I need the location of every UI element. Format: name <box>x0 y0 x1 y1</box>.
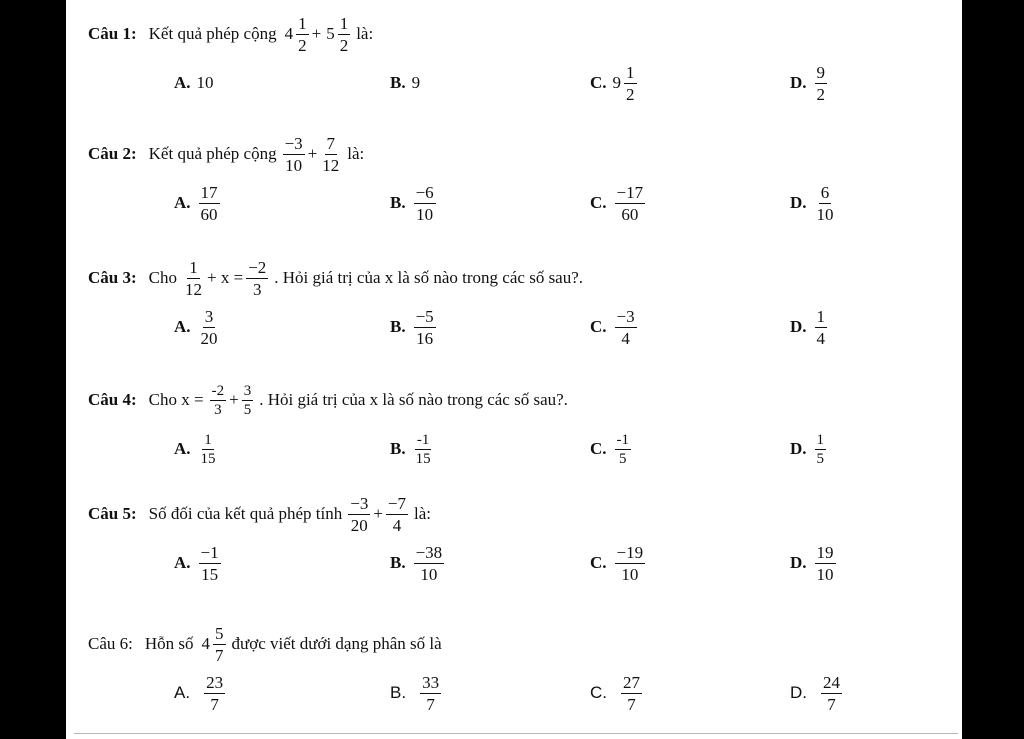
denominator: 5 <box>619 450 627 467</box>
denominator: 10 <box>416 204 434 224</box>
fraction <box>615 542 646 585</box>
numerator: 33 <box>422 672 440 692</box>
option-b[interactable] <box>390 178 438 228</box>
numerator: -1 <box>416 431 430 448</box>
option-letter: A. <box>174 317 191 336</box>
question-label: Câu 1: <box>88 24 137 43</box>
fraction <box>615 306 637 349</box>
fraction <box>414 542 445 585</box>
numerator: −7 <box>387 493 407 513</box>
numerator: 9 <box>816 62 826 82</box>
option-a[interactable] <box>174 424 220 474</box>
numerator: 1 <box>298 13 307 33</box>
stem-text: Kết quả phép cộng <box>148 24 277 43</box>
fraction <box>338 13 351 56</box>
fraction <box>242 382 254 419</box>
stem-text: . Hỏi giá trị của x là số nào trong các số sau?. <box>274 268 584 287</box>
option-letter: D. <box>790 317 807 336</box>
stem-text: . Hỏi giá trị của x là số nào trong các số sau?. <box>259 390 568 409</box>
numerator: -2 <box>211 382 225 399</box>
denominator: 2 <box>816 84 826 104</box>
numerator: 1 <box>626 62 635 82</box>
fraction <box>815 182 836 225</box>
question-1 <box>66 0 962 112</box>
option-letter: C. <box>590 553 607 572</box>
fraction <box>414 182 436 225</box>
fraction <box>386 493 408 536</box>
denominator: 10 <box>816 204 834 224</box>
fraction <box>420 672 441 715</box>
denominator: 3 <box>214 401 222 418</box>
numerator: −2 <box>248 257 267 277</box>
numerator: −3 <box>350 493 369 513</box>
fraction <box>204 672 225 715</box>
mixed-number <box>285 13 311 56</box>
option-value: 9 <box>411 73 421 92</box>
stem-text: Kết quả phép cộng <box>148 144 277 163</box>
denominator: 7 <box>426 694 435 714</box>
denominator: 60 <box>200 204 218 224</box>
option-letter: C. <box>590 683 607 702</box>
numerator: 3 <box>243 382 252 399</box>
question-5 <box>66 480 962 592</box>
option-a[interactable] <box>174 302 222 352</box>
fraction <box>348 493 370 536</box>
option-c[interactable] <box>590 302 639 352</box>
option-b[interactable] <box>390 58 420 108</box>
mixed-number <box>326 13 352 56</box>
denominator: 10 <box>621 564 639 584</box>
numerator: 3 <box>204 306 214 326</box>
question-label: Câu 5: <box>88 504 137 523</box>
fraction <box>624 62 637 105</box>
operator: + <box>373 504 383 523</box>
question-3 <box>66 244 962 356</box>
question-label: Câu 4: <box>88 390 137 409</box>
quiz-page <box>66 0 962 739</box>
fraction <box>320 133 341 176</box>
numerator: 1 <box>204 431 212 448</box>
question-6 <box>66 610 962 722</box>
denominator: 20 <box>350 515 368 535</box>
option-c[interactable] <box>590 178 647 228</box>
option-letter: D. <box>790 683 807 702</box>
fraction <box>414 431 433 468</box>
fraction <box>815 62 828 105</box>
fraction <box>815 431 827 468</box>
fraction <box>183 257 204 300</box>
numerator: 17 <box>200 182 218 202</box>
question-stem <box>88 490 435 538</box>
option-letter: B. <box>390 193 406 212</box>
option-b[interactable] <box>390 424 435 474</box>
option-letter: D. <box>790 73 807 92</box>
option-c[interactable] <box>590 538 647 588</box>
numerator: 1 <box>816 306 826 326</box>
operator: + <box>229 390 239 409</box>
denominator: 7 <box>627 694 636 714</box>
option-letter: B. <box>390 73 406 92</box>
numerator: 24 <box>823 672 840 692</box>
numerator: 19 <box>816 542 834 562</box>
question-label: Câu 6: <box>88 634 133 653</box>
option-letter: A. <box>174 73 191 92</box>
question-stem <box>88 620 446 668</box>
whole-part: 4 <box>284 24 294 43</box>
denominator: 7 <box>827 694 836 714</box>
numerator: −6 <box>415 182 434 202</box>
fraction <box>815 306 828 349</box>
operator: + <box>307 144 318 163</box>
fraction <box>821 672 842 715</box>
numerator: −3 <box>284 133 303 153</box>
option-a[interactable] <box>174 58 214 108</box>
denominator: 7 <box>215 645 224 665</box>
denominator: 15 <box>200 450 216 467</box>
denominator: 4 <box>816 328 826 348</box>
question-stem <box>88 254 587 302</box>
numerator: 7 <box>326 133 336 153</box>
denominator: 3 <box>252 279 262 299</box>
fraction <box>414 306 436 349</box>
numerator: −19 <box>616 542 644 562</box>
fraction <box>296 13 309 56</box>
numerator: −38 <box>415 542 443 562</box>
fraction <box>615 431 632 468</box>
option-letter: B. <box>390 317 406 336</box>
option-d[interactable] <box>790 302 829 352</box>
denominator: 16 <box>416 328 434 348</box>
numerator: 1 <box>189 257 198 277</box>
fraction <box>199 542 221 585</box>
option-letter: C. <box>590 73 607 92</box>
fraction <box>283 133 305 176</box>
option-a[interactable] <box>174 178 222 228</box>
option-c[interactable] <box>590 668 644 718</box>
stem-text: Cho <box>148 268 177 287</box>
question-2 <box>66 120 962 232</box>
option-b[interactable] <box>390 668 443 718</box>
numerator: 27 <box>623 672 640 692</box>
option-letter: A. <box>174 193 191 212</box>
stem-text: được viết dưới dạng phân số là <box>231 634 442 653</box>
question-stem <box>88 376 572 424</box>
option-value: 10 <box>196 73 214 92</box>
option-letter: C. <box>590 317 607 336</box>
stem-text: là: <box>347 144 365 163</box>
option-a[interactable] <box>174 538 223 588</box>
fraction <box>199 182 220 225</box>
denominator: 12 <box>322 155 340 175</box>
question-label: Câu 2: <box>88 144 137 163</box>
numerator: -1 <box>616 431 630 448</box>
option-letter: D. <box>790 553 807 572</box>
option-a[interactable] <box>174 668 227 718</box>
fraction <box>615 182 646 225</box>
mixed-number <box>613 62 639 105</box>
denominator: 4 <box>621 328 630 348</box>
denominator: 2 <box>339 35 349 55</box>
whole-part: 4 <box>201 634 211 653</box>
option-d[interactable] <box>790 178 838 228</box>
question-stem <box>88 10 377 58</box>
option-letter: A. <box>174 683 191 702</box>
option-c[interactable] <box>590 58 639 108</box>
option-letter: C. <box>590 439 607 458</box>
operator: + <box>311 24 322 43</box>
denominator: 7 <box>210 694 219 714</box>
denominator: 15 <box>201 564 219 584</box>
mixed-number <box>202 623 228 666</box>
operator: + x = <box>207 268 244 287</box>
denominator: 12 <box>185 279 202 299</box>
denominator: 5 <box>816 450 825 467</box>
stem-text: Cho x = <box>148 390 204 409</box>
option-letter: D. <box>790 439 807 458</box>
option-d[interactable] <box>790 538 838 588</box>
fraction <box>210 382 227 419</box>
stem-text: là: <box>414 504 432 523</box>
fraction <box>199 306 220 349</box>
numerator: 1 <box>816 431 825 448</box>
denominator: 10 <box>285 155 303 175</box>
whole-part: 5 <box>326 24 335 43</box>
denominator: 60 <box>621 204 639 224</box>
numerator: 23 <box>206 672 224 692</box>
option-letter: B. <box>390 683 407 702</box>
option-letter: B. <box>390 439 406 458</box>
option-d[interactable] <box>790 424 828 474</box>
denominator: 10 <box>816 564 834 584</box>
denominator: 15 <box>415 450 431 467</box>
option-d[interactable] <box>790 58 829 108</box>
denominator: 20 <box>200 328 218 348</box>
option-b[interactable] <box>390 538 446 588</box>
option-letter: B. <box>390 553 406 572</box>
denominator: 4 <box>392 515 402 535</box>
numerator: −17 <box>616 182 644 202</box>
denominator: 2 <box>626 84 635 104</box>
numerator: −5 <box>415 306 434 326</box>
fraction <box>199 431 218 468</box>
stem-text: Số đối của kết quả phép tính <box>148 504 343 523</box>
numerator: 5 <box>215 623 224 643</box>
option-c[interactable] <box>590 424 633 474</box>
page-bottom-rule <box>74 733 958 734</box>
option-letter: C. <box>590 193 607 212</box>
denominator: 2 <box>298 35 307 55</box>
fraction <box>246 257 268 300</box>
fraction <box>815 542 836 585</box>
fraction <box>621 672 642 715</box>
fraction <box>213 623 226 666</box>
numerator: 6 <box>820 182 830 202</box>
denominator: 5 <box>243 401 252 418</box>
question-4 <box>66 366 962 478</box>
numerator: −3 <box>616 306 635 326</box>
numerator: −1 <box>200 542 219 562</box>
stem-text: là: <box>356 24 374 43</box>
option-b[interactable] <box>390 302 438 352</box>
option-letter: A. <box>174 439 191 458</box>
option-d[interactable] <box>790 668 844 718</box>
denominator: 10 <box>420 564 438 584</box>
numerator: 1 <box>339 13 349 33</box>
whole-part: 9 <box>612 73 622 92</box>
question-label: Câu 3: <box>88 268 137 287</box>
stem-text: Hỗn số <box>144 634 194 653</box>
option-letter: A. <box>174 553 191 572</box>
question-stem <box>88 130 368 178</box>
option-letter: D. <box>790 193 807 212</box>
